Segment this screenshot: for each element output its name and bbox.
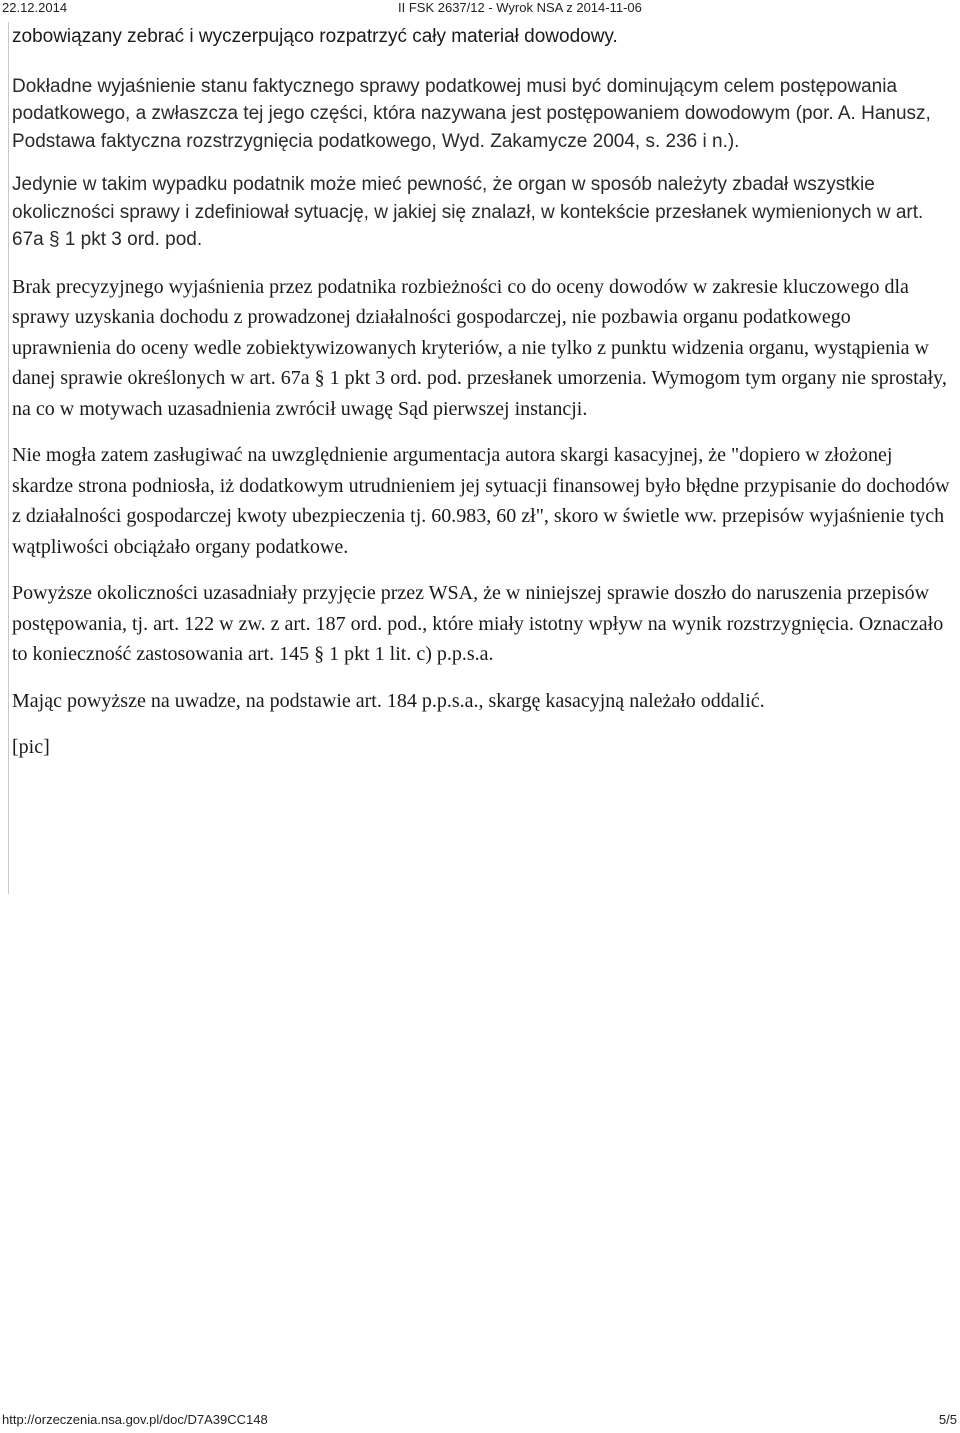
paragraph-5: Nie mogła zatem zasługiwać na uwzględnienie argumentacja autora skargi kasacyjnej, że "dopiero w złożonej skardze strona podniosła, iż dodatkowym utrudnieniem jej sytuacji finansowej było błędne przypisanie do dochodów z działalności gospodarczej kwoty ubezpieczenia tj. 60.983, 60 zł", skoro w świetle ww. przepisów wyjaśnienie tych wątpliwości obciążało organy podatkowe. <box>12 444 950 558</box>
document-title: II FSK 2637/12 - Wyrok NSA z 2014-11-06 <box>398 0 642 15</box>
document-body <box>12 22 952 779</box>
paragraph-2: Dokładne wyjaśnienie stanu faktycznego sprawy podatkowej musi być dominującym celem postępowania podatkowego, a zwłaszcza tej jego części, która nazywana jest postępowaniem dowodowym (por. A. Hanusz, Podstawa faktyczna rozstrzygnięcia podatkowego, Wyd. Zakamycze 2004, s. 236 i n.). <box>12 75 931 152</box>
print-header <box>0 0 960 18</box>
print-footer <box>0 1412 960 1430</box>
paragraph-3: Jedynie w takim wypadku podatnik może mieć pewność, że organ w sposób należyty zbadał wszystkie okoliczności sprawy i zdefiniował sytuację, w jakiej się znalazł, w kontekście przesłanek wymienionych w art. 67a § 1 pkt 3 ord. pod. <box>12 174 924 250</box>
image-placeholder: [pic] <box>12 736 50 758</box>
paragraph-4: Brak precyzyjnego wyjaśnienia przez podatnika rozbieżności co do oceny dowodów w zakresie kluczowego dla sprawy uzyskania dochodu z prowadzonej działalności gospodarczej, nie pozbawia organu podatkowego uprawnienia do oceny wedle zobiektywizowanych kryteriów, a nie tylko z punktu widzenia organu, wystąpienia w danej sprawie określonych w art. 67a § 1 pkt 3 ord. pod. przesłanek umorzenia. Wymogom tym organy nie sprostały, na co w motywach uzasadnienia zwrócił uwagę Sąd pierwszej instancji. <box>12 275 947 420</box>
content-left-border <box>8 22 9 894</box>
page-number: 5/5 <box>938 1412 957 1427</box>
paragraph-1: zobowiązany zebrać i wyczerpująco rozpatrzyć cały materiał dowodowy. <box>12 26 618 47</box>
paragraph-7: Mając powyższe na uwadze, na podstawie art. 184 p.p.s.a., skargę kasacyjną należało oddalić. <box>12 689 765 712</box>
print-date: 22.12.2014 <box>2 0 68 15</box>
source-url: http://orzeczenia.nsa.gov.pl/doc/D7A39CC148 <box>2 1412 268 1427</box>
paragraph-6: Powyższe okoliczności uzasadniały przyjęcie przez WSA, że w niniejszej sprawie doszło do naruszenia przepisów postępowania, tj. art. 122 w zw. z art. 187 ord. pod., które miały istotny wpływ na wynik rozstrzygnięcia. Oznaczało to konieczność zastosowania art. 145 § 1 pkt 1 lit. c) p.p.s.a. <box>12 582 944 665</box>
